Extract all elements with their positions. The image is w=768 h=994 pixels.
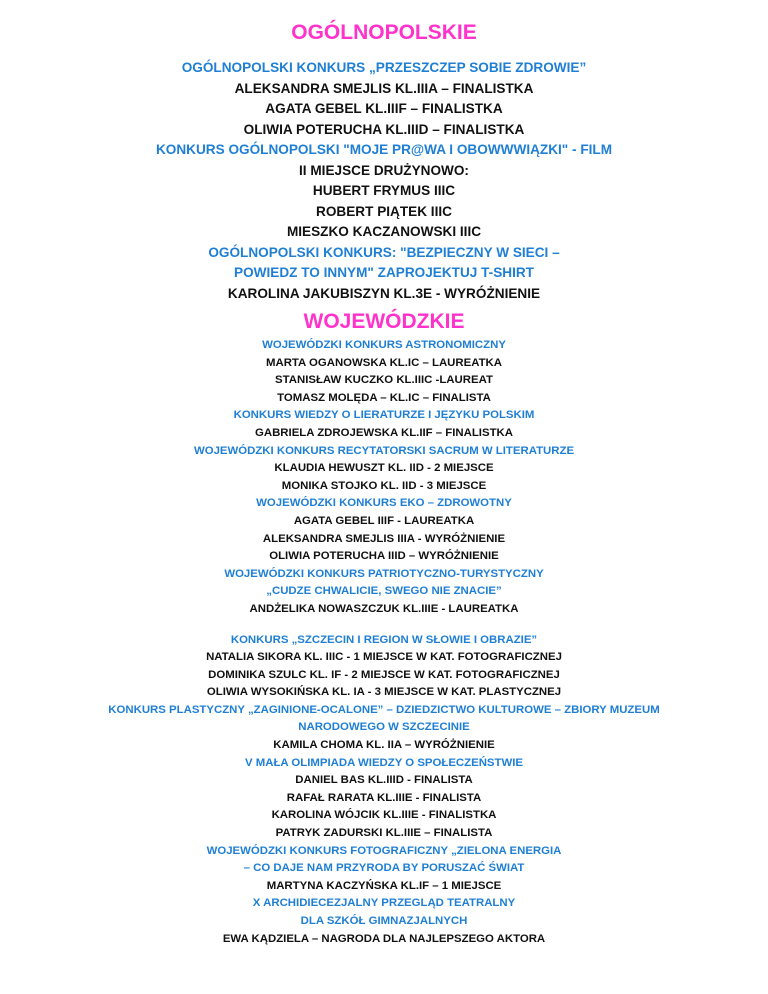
award-entry: KAROLINA WÓJCIK KL.IIIE - FINALISTKA	[271, 809, 497, 822]
award-entry: KAROLINA JAKUBISZYN KL.3E - WYRÓŻNIENIE	[227, 285, 541, 301]
contest-title: DLA SZKÓŁ GIMNAZJALNYCH	[300, 915, 468, 927]
award-entry: HUBERT FRYMUS IIIC	[312, 183, 456, 198]
award-entry: ROBERT PIĄTEK IIIC	[316, 203, 452, 219]
contest-title: KONKURS OGÓLNOPOLSKI "MOJE PR@WA I OBOWWWIĄZKI" - FILM	[155, 142, 613, 157]
contest-title: KONKURS WIEDZY O LIERATURZE I JĘZYKU POLSKIM	[233, 409, 535, 422]
contest-title: POWIEDZ TO INNYM" ZAPROJEKTUJ T-SHIRT	[234, 265, 534, 280]
contest-title: V MAŁA OLIMPIADA WIEDZY O SPOŁECZEŃSTWIE	[244, 756, 524, 769]
contest-title: WOJEWÓDZKI KONKURS ASTRONOMICZNY	[262, 339, 506, 351]
section-title-wojewodzkie: WOJEWÓDZKIE	[303, 310, 465, 333]
contest-title: WOJEWÓDZKI KONKURS EKO – ZDROWOTNY	[256, 497, 512, 510]
award-entry: KLAUDIA HEWUSZT KL. IID - 2 MIEJSCE	[274, 462, 494, 475]
award-entry: KAMILA CHOMA KL. IIA – WYRÓŻNIENIE	[273, 739, 495, 752]
contest-title: X ARCHIDIECEZJALNY PRZEGLĄD TEATRALNY	[252, 897, 516, 910]
award-entry: RAFAŁ RARATA KL.IIIE - FINALISTA	[286, 791, 482, 804]
section-list-ogolnopolskie	[0, 58, 768, 304]
award-entry: MARTYNA KACZYŃSKA KL.IF – 1 MIEJSCE	[266, 879, 502, 892]
contest-title: NARODOWEGO W SZCZECINIE	[298, 721, 470, 734]
award-entry: OLIWIA POTERUCHA IIID – WYRÓŻNIENIE	[269, 550, 499, 563]
award-entry: ALEKSANDRA SMEJLIS IIIA - WYRÓŻNIENIE	[262, 532, 506, 545]
award-entry: MONIKA STOJKO KL. IID - 3 MIEJSCE	[281, 479, 487, 492]
award-entry: II MIEJSCE DRUŻYNOWO:	[299, 162, 469, 178]
section-list-wojewodzkie	[0, 337, 768, 948]
award-entry: OLIWIA WYSOKIŃSKA KL. IA - 3 MIEJSCE W KAT. PLASTYCZNEJ	[206, 686, 562, 699]
award-entry: DOMINIKA SZULC KL. IF - 2 MIEJSCE W KAT. FOTOGRAFICZNEJ	[208, 668, 560, 681]
award-entry: AGATA GEBEL IIIF - LAUREATKA	[293, 514, 475, 527]
award-entry: MIESZKO KACZANOWSKI IIIC	[286, 224, 482, 239]
contest-title: WOJEWÓDZKI KONKURS FOTOGRAFICZNY „ZIELONA ENERGIA	[206, 844, 562, 857]
contest-title: – CO DAJE NAM PRZYRODA BY PORUSZAĆ ŚWIAT	[243, 862, 525, 875]
award-entry: ALEKSANDRA SMEJLIS KL.IIIA – FINALISTKA	[234, 80, 534, 96]
contest-title: KONKURS PLASTYCZNY „ZAGINIONE-OCALONE” – DZIEDZICTWO KULTUROWE – ZBIORY MUZEUM	[108, 703, 660, 716]
award-entry: STANISŁAW KUCZKO KL.IIIC -LAUREAT	[275, 374, 493, 387]
award-entry: MARTA OGANOWSKA KL.IC – LAUREATKA	[265, 356, 503, 369]
award-entry: AGATA GEBEL KL.IIIF – FINALISTKA	[265, 101, 503, 116]
award-entry: GABRIELA ZDROJEWSKA KL.IIF – FINALISTKA	[255, 426, 513, 439]
award-entry: EWA KĄDZIELA – NAGRODA DLA NAJLEPSZEGO AKTORA	[222, 932, 546, 945]
award-entry: DANIEL BAS KL.IIID - FINALISTA	[295, 774, 473, 787]
contest-title: WOJEWÓDZKI KONKURS PATRIOTYCZNO-TURYSTYCZNY	[224, 567, 544, 580]
contest-title: KONKURS „SZCZECIN I REGION W SŁOWIE I OBRAZIE”	[230, 633, 538, 646]
award-entry: PATRYK ZADURSKI KL.IIIE – FINALISTA	[275, 827, 493, 840]
award-entry: NATALIA SIKORA KL. IIIC - 1 MIEJSCE W KAT. FOTOGRAFICZNEJ	[206, 651, 562, 664]
contest-title: OGÓLNOPOLSKI KONKURS „PRZESZCZEP SOBIE ZDROWIE”	[181, 60, 587, 75]
contest-title: WOJEWÓDZKI KONKURS RECYTATORSKI SACRUM W LITERATURZE	[193, 444, 575, 457]
spacer	[0, 619, 768, 632]
award-entry: ANDŻELIKA NOWASZCZUK KL.IIIE - LAUREATKA	[249, 602, 519, 615]
award-entry: TOMASZ MOLĘDA – KL.IC – FINALISTA	[277, 391, 491, 404]
contest-title: OGÓLNOPOLSKI KONKURS: "BEZPIECZNY W SIECI –	[208, 244, 560, 260]
award-entry: OLIWIA POTERUCHA KL.IIID – FINALISTKA	[243, 121, 525, 137]
section-title-ogolnopolskie: OGÓLNOPOLSKIE	[291, 21, 477, 44]
contest-title: „CUDZE CHWALICIE, SWEGO NIE ZNACIE”	[266, 585, 502, 598]
